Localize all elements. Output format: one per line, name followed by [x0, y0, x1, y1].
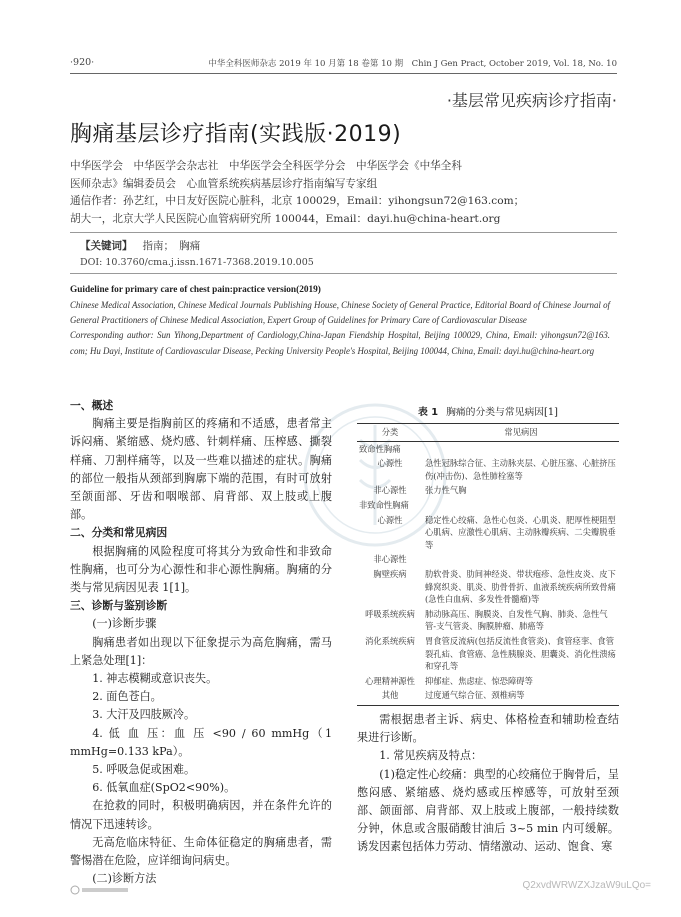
table-cell-cause: 稳定性心绞痛、急性心包炎、心肌炎、肥厚性梗阻型心肌病、应激性心肌病、主动脉瓣疾病、二尖瓣脱垂等	[425, 514, 616, 550]
footer-code: Q2xvdWRWZXJzaW9uLQo=	[522, 880, 651, 891]
table-row	[357, 688, 619, 705]
table-cell-cause: 胃食管反流病(包括反流性食管炎)、食管痉挛、食管裂孔疝、食管癌、急性胰腺炎、胆囊炎、消化性溃疡和穿孔等	[425, 635, 616, 672]
table-row	[357, 634, 619, 674]
doi: DOI: 10.3760/cma.j.issn.1671-7368.2019.10.005	[80, 257, 314, 268]
classification-table	[357, 423, 619, 706]
table-cell-category: 心源性	[377, 514, 403, 525]
section-heading: 二、分类和常见病因	[70, 526, 168, 540]
table-1	[357, 404, 619, 706]
corresponding-line: 胡大一，北京大学人民医院心血管病研究所 100044，Email：dayi.hu@china-heart.org	[70, 212, 501, 225]
subsection-heading: (一)诊断步骤	[92, 617, 157, 631]
table-row	[357, 607, 619, 634]
table-cell-cause: 过度通气综合征、颈椎病等	[423, 688, 619, 705]
author-block	[70, 158, 620, 228]
table-row	[357, 441, 619, 456]
english-authors: Chinese Medical Association, Chinese Medical Journals Publishing House, Chinese Society of General Practice, Editorial Board of Chinese Journal of General Practitioners of Chinese Medical Association, Expert Group of Guidelines for Primary Care of Cardiovascular Disease	[70, 300, 610, 326]
keywords-divider-top	[70, 232, 617, 233]
paragraph: 根据胸痛的风险程度可将其分为致命性和非致命性胸痛，也可分为心源性和非心源性胸痛。胸痛的分类与常见病因见表 1[1]。	[70, 544, 332, 595]
article-title: 胸痛基层诊疗指南(实践版·2019)	[70, 122, 402, 147]
table-cell-category: 非心源性	[373, 485, 407, 496]
paragraph: 在抢救的同时，积极明确病因，并在条件允许的情况下迅速转诊。	[70, 799, 332, 831]
table-cell-category: 心理精神源性	[365, 675, 415, 686]
table-caption	[357, 404, 619, 418]
english-correspondence: Corresponding author: Sun Yihong,Department of Cardiology,China-Japan Fiendship Hospital, Beijing 100029, China, Email: yihongsun72@163. com; Hu Dayi, Institute of Cardiovascular Disease, Pecking University People's Hospital, Beijing 100044, China, Email: dayi.hu@china-heart.org	[70, 330, 610, 356]
section-heading: 三、诊断与鉴别诊断	[70, 599, 168, 613]
table-row	[357, 456, 619, 483]
table-title: 胸痛的分类与常见病因[1]	[446, 407, 558, 418]
publisher-logo	[70, 885, 130, 897]
paragraph: (1)稳定性心绞痛：典型的心绞痛位于胸骨后，呈憋闷感、紧缩感、烧灼感或压榨感等，可放射至颈部、颌面部、肩背部、双上肢或上腹部，一般持续数分钟，休息或含服硝酸甘油后 3~5 min 内可缓解。诱发因素包括体力劳动、情绪激动、运动、饱食、寒	[357, 767, 619, 854]
keywords-terms: 指南； 胸痛	[142, 240, 201, 252]
corresponding-line: 通信作者：孙艺红，中日友好医院心脏科，北京 100029，Email：yihongsun72@163.com；	[70, 195, 525, 207]
table-cell-category: 消化系统疾病	[365, 635, 415, 646]
subsection-heading: (二)诊断方法	[92, 872, 157, 886]
left-column	[70, 397, 332, 888]
header-divider	[70, 73, 617, 74]
table-label: 表 1	[418, 407, 439, 418]
table-row	[357, 674, 619, 689]
keywords	[80, 238, 200, 253]
paragraph: 胸痛患者如出现以下征象提示为高危胸痛，需马上紧急处理[1]：	[70, 635, 332, 667]
table-cell-cause: 肋软骨炎、肋间神经炎、带状疱疹、急性皮炎、皮下蜂窝织炎、肌炎、肋骨骨折、血液系统疾病所致骨痛(急性白血病、多发性骨髓瘤)等	[425, 568, 616, 605]
table-cell-category: 其他	[357, 688, 423, 705]
table-cell-cause: 急性冠脉综合征、主动脉夹层、心脏压塞、心脏挤压伤(冲击伤)、急性肺栓塞等	[425, 458, 616, 481]
page-number: ·920·	[70, 57, 95, 68]
paragraph: 需根据患者主诉、病史、体格检查和辅助检查结果进行诊断。	[357, 713, 619, 745]
list-item: 3. 大汗及四肢厥冷。	[92, 708, 196, 722]
list-item: 2. 面色苍白。	[92, 690, 162, 704]
paragraph: 胸痛主要是指胸前区的疼痛和不适感，患者常主诉闷痛、紧缩感、烧灼感、针刺样痛、压榨感、撕裂样痛、刀割样痛等，以及一些难以描述的症状。胸痛的部位一般指从颈部到胸廓下端的范围，有时可放射至颌面部、牙齿和咽喉部、肩背部、双上肢或上腹部。	[70, 417, 332, 522]
column-tag: ·基层常见疾病诊疗指南·	[446, 91, 617, 110]
table-row	[357, 483, 619, 498]
keywords-label: 【关键词】	[80, 240, 133, 252]
publisher-logo-icon	[70, 885, 130, 895]
table-cell-cause: 肺动脉高压、胸膜炎、自发性气胸、肺炎、急性气管-支气管炎、胸膜肿瘤、肺癌等	[425, 608, 608, 632]
author-line: 医师杂志》编辑委员会 心血管系统疾病基层诊疗指南编写专家组	[70, 177, 378, 190]
table-cell-category: 心源性	[377, 458, 403, 469]
english-abstract	[70, 298, 610, 359]
table-header: 常见病因	[423, 424, 619, 442]
author-line: 中华医学会 中华医学会杂志社 中华医学会全科医学分会 中华医学会《中华全科	[70, 160, 462, 172]
table-header: 分类	[357, 424, 423, 442]
table-cell-cause	[423, 552, 619, 567]
right-column-text	[357, 711, 619, 857]
english-title: Guideline for primary care of chest pain:practice version(2019)	[70, 285, 321, 295]
table-cell-category: 呼吸系统疾病	[365, 608, 415, 619]
table-cell-category: 非致命性胸痛	[359, 499, 409, 510]
table-row	[357, 552, 619, 567]
subsection-heading: 1. 常见疾病及特点：	[379, 749, 483, 763]
section-heading: 一、概述	[70, 399, 114, 412]
table-cell-category: 致命性胸痛	[359, 443, 401, 454]
table-row	[357, 498, 619, 513]
list-item: 4. 低 血 压：血 压 <90 / 60 mmHg（1 mmHg=0.133 kPa）。	[70, 726, 332, 758]
table-body	[357, 441, 619, 705]
table-cell-cause: 抑郁症、焦虑症、惊恐障碍等	[425, 675, 533, 686]
list-item: 1. 神志模糊或意识丧失。	[92, 672, 218, 686]
list-item: 6. 低氧血症(SpO2<90%)。	[92, 781, 236, 795]
keywords-divider-bottom	[70, 273, 617, 274]
paragraph: 无高危临床特征、生命体征稳定的胸痛患者，需警惕潜在危险，应详细询问病史。	[70, 835, 332, 868]
journal-citation: 中华全科医师杂志 2019 年 10 月第 18 卷第 10 期 Chin J Gen Pract, October 2019, Vol. 18, No. 10	[208, 59, 617, 69]
table-row	[357, 567, 619, 607]
list-item: 5. 呼吸急促或困难。	[92, 763, 196, 777]
table-row	[357, 513, 619, 553]
table-cell-category: 非心源性	[373, 554, 407, 565]
table-cell-cause: 张力性气胸	[425, 485, 467, 496]
table-cell-category: 胸壁疾病	[373, 568, 407, 579]
